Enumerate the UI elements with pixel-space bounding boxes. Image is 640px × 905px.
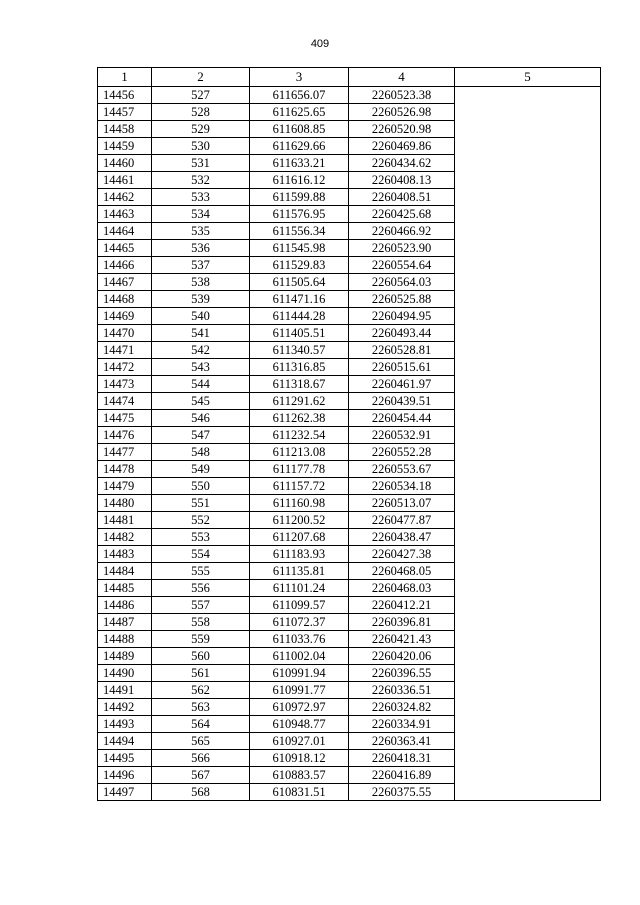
table-cell: 543 <box>152 359 250 376</box>
table-cell: 611002.04 <box>250 648 349 665</box>
table-cell: 542 <box>152 342 250 359</box>
table-cell: 14495 <box>98 750 152 767</box>
table-cell: 610883.57 <box>250 767 349 784</box>
table-cell: 552 <box>152 512 250 529</box>
table-cell: 533 <box>152 189 250 206</box>
table-cell: 14460 <box>98 155 152 172</box>
table-cell: 557 <box>152 597 250 614</box>
table-cell: 610831.51 <box>250 784 349 801</box>
table-cell: 2260466.92 <box>349 223 455 240</box>
table-cell: 14479 <box>98 478 152 495</box>
table-cell: 2260420.06 <box>349 648 455 665</box>
table-cell: 14483 <box>98 546 152 563</box>
table-cell: 14478 <box>98 461 152 478</box>
table-cell: 2260553.67 <box>349 461 455 478</box>
table-cell: 611405.51 <box>250 325 349 342</box>
table-cell: 547 <box>152 427 250 444</box>
table-cell: 611316.85 <box>250 359 349 376</box>
table-row <box>98 87 601 104</box>
table-cell: 611529.83 <box>250 257 349 274</box>
table-cell: 531 <box>152 155 250 172</box>
table-cell: 2260408.51 <box>349 189 455 206</box>
table-cell: 2260552.28 <box>349 444 455 461</box>
table-cell: 611318.67 <box>250 376 349 393</box>
table-cell: 2260363.41 <box>349 733 455 750</box>
table-cell: 2260468.03 <box>349 580 455 597</box>
table-cell: 611135.81 <box>250 563 349 580</box>
table-cell: 566 <box>152 750 250 767</box>
table-cell: 2260408.13 <box>349 172 455 189</box>
table-cell: 545 <box>152 393 250 410</box>
table-cell: 2260523.38 <box>349 87 455 104</box>
table-cell: 2260412.21 <box>349 597 455 614</box>
table-cell: 2260469.86 <box>349 138 455 155</box>
table-cell: 14457 <box>98 104 152 121</box>
table-cell: 14467 <box>98 274 152 291</box>
table-cell: 2260454.44 <box>349 410 455 427</box>
table-cell: 555 <box>152 563 250 580</box>
table-cell: 611183.93 <box>250 546 349 563</box>
table-cell: 14485 <box>98 580 152 597</box>
table-cell: 527 <box>152 87 250 104</box>
table-cell: 14494 <box>98 733 152 750</box>
table-cell: 2260515.61 <box>349 359 455 376</box>
table-cell: 561 <box>152 665 250 682</box>
table-cell: 14491 <box>98 682 152 699</box>
table-cell: 2260416.89 <box>349 767 455 784</box>
table-cell: 2260468.05 <box>349 563 455 580</box>
table-cell: 14461 <box>98 172 152 189</box>
table-cell: 2260554.64 <box>349 257 455 274</box>
table-cell: 2260396.81 <box>349 614 455 631</box>
table-cell: 14480 <box>98 495 152 512</box>
table-cell: 2260513.07 <box>349 495 455 512</box>
table-cell: 14470 <box>98 325 152 342</box>
table-cell: 14496 <box>98 767 152 784</box>
table-cell: 611232.54 <box>250 427 349 444</box>
table-cell: 14468 <box>98 291 152 308</box>
table-cell: 2260534.18 <box>349 478 455 495</box>
table-cell: 14492 <box>98 699 152 716</box>
table-cell: 2260418.31 <box>349 750 455 767</box>
table-cell: 2260375.55 <box>349 784 455 801</box>
table-cell: 611656.07 <box>250 87 349 104</box>
table-cell: 610991.94 <box>250 665 349 682</box>
table-cell: 611576.95 <box>250 206 349 223</box>
coordinates-table <box>97 67 601 801</box>
table-cell: 14481 <box>98 512 152 529</box>
table-cell: 2260461.97 <box>349 376 455 393</box>
table-cell: 556 <box>152 580 250 597</box>
table-cell: 611262.38 <box>250 410 349 427</box>
table-cell: 14490 <box>98 665 152 682</box>
table-cell: 611200.52 <box>250 512 349 529</box>
table-cell: 611505.64 <box>250 274 349 291</box>
table-cell: 14486 <box>98 597 152 614</box>
table-cell: 553 <box>152 529 250 546</box>
table-cell: 14471 <box>98 342 152 359</box>
table-cell: 611291.62 <box>250 393 349 410</box>
table-cell: 610991.77 <box>250 682 349 699</box>
table-cell: 544 <box>152 376 250 393</box>
table-cell: 611471.16 <box>250 291 349 308</box>
table-cell: 14493 <box>98 716 152 733</box>
table-cell: 14484 <box>98 563 152 580</box>
table-cell: 611160.98 <box>250 495 349 512</box>
table-cell: 14473 <box>98 376 152 393</box>
table-cell: 14462 <box>98 189 152 206</box>
table-cell-empty <box>455 87 601 801</box>
table-cell: 14474 <box>98 393 152 410</box>
table-cell: 14488 <box>98 631 152 648</box>
table-cell: 534 <box>152 206 250 223</box>
table-cell: 14456 <box>98 87 152 104</box>
table-cell: 2260334.91 <box>349 716 455 733</box>
table-cell: 611101.24 <box>250 580 349 597</box>
table-cell: 611608.85 <box>250 121 349 138</box>
table-cell: 537 <box>152 257 250 274</box>
table-cell: 14464 <box>98 223 152 240</box>
table-cell: 14475 <box>98 410 152 427</box>
table-cell: 559 <box>152 631 250 648</box>
column-header: 2 <box>152 68 250 87</box>
table-cell: 2260434.62 <box>349 155 455 172</box>
table-cell: 610927.01 <box>250 733 349 750</box>
table-cell: 2260493.44 <box>349 325 455 342</box>
table-cell: 14489 <box>98 648 152 665</box>
table-cell: 2260528.81 <box>349 342 455 359</box>
table-cell: 611599.88 <box>250 189 349 206</box>
table-cell: 554 <box>152 546 250 563</box>
table-cell: 2260427.38 <box>349 546 455 563</box>
table-cell: 610948.77 <box>250 716 349 733</box>
table-cell: 14465 <box>98 240 152 257</box>
table-cell: 14458 <box>98 121 152 138</box>
table-cell: 2260425.68 <box>349 206 455 223</box>
table-cell: 532 <box>152 172 250 189</box>
table-cell: 535 <box>152 223 250 240</box>
table-cell: 611633.21 <box>250 155 349 172</box>
table-cell: 611207.68 <box>250 529 349 546</box>
table-cell: 14476 <box>98 427 152 444</box>
table-cell: 2260525.88 <box>349 291 455 308</box>
table-cell: 563 <box>152 699 250 716</box>
table-cell: 2260477.87 <box>349 512 455 529</box>
table-cell: 562 <box>152 682 250 699</box>
table-cell: 611616.12 <box>250 172 349 189</box>
table-cell: 546 <box>152 410 250 427</box>
table-cell: 14463 <box>98 206 152 223</box>
table-cell: 549 <box>152 461 250 478</box>
table-cell: 611556.34 <box>250 223 349 240</box>
table-cell: 2260336.51 <box>349 682 455 699</box>
table-cell: 14482 <box>98 529 152 546</box>
table-cell: 14466 <box>98 257 152 274</box>
table-cell: 611033.76 <box>250 631 349 648</box>
table-cell: 2260523.90 <box>349 240 455 257</box>
table-cell: 611177.78 <box>250 461 349 478</box>
table-cell: 568 <box>152 784 250 801</box>
table-cell: 558 <box>152 614 250 631</box>
table-cell: 14469 <box>98 308 152 325</box>
table-cell: 536 <box>152 240 250 257</box>
table-cell: 564 <box>152 716 250 733</box>
table-cell: 611444.28 <box>250 308 349 325</box>
table-cell: 567 <box>152 767 250 784</box>
table-cell: 528 <box>152 104 250 121</box>
table-cell: 610918.12 <box>250 750 349 767</box>
table-cell: 611072.37 <box>250 614 349 631</box>
table-cell: 530 <box>152 138 250 155</box>
table-cell: 538 <box>152 274 250 291</box>
table-cell: 2260564.03 <box>349 274 455 291</box>
table-cell: 541 <box>152 325 250 342</box>
table-cell: 539 <box>152 291 250 308</box>
table-cell: 611340.57 <box>250 342 349 359</box>
table-cell: 565 <box>152 733 250 750</box>
table-cell: 2260421.43 <box>349 631 455 648</box>
table-cell: 611545.98 <box>250 240 349 257</box>
table-cell: 548 <box>152 444 250 461</box>
table-cell: 611629.66 <box>250 138 349 155</box>
table-cell: 2260532.91 <box>349 427 455 444</box>
table-cell: 14487 <box>98 614 152 631</box>
column-header: 1 <box>98 68 152 87</box>
table-cell: 2260324.82 <box>349 699 455 716</box>
table-cell: 611157.72 <box>250 478 349 495</box>
table-cell: 2260396.55 <box>349 665 455 682</box>
table-cell: 529 <box>152 121 250 138</box>
page-number: 409 <box>310 38 330 50</box>
table-cell: 611213.08 <box>250 444 349 461</box>
table-cell: 2260526.98 <box>349 104 455 121</box>
table-cell: 611099.57 <box>250 597 349 614</box>
table-cell: 14477 <box>98 444 152 461</box>
table-body <box>98 87 601 801</box>
table-cell: 14472 <box>98 359 152 376</box>
table-cell: 551 <box>152 495 250 512</box>
column-header: 4 <box>349 68 455 87</box>
table-cell: 2260438.47 <box>349 529 455 546</box>
table-cell: 550 <box>152 478 250 495</box>
table-cell: 611625.65 <box>250 104 349 121</box>
table-cell: 610972.97 <box>250 699 349 716</box>
table-cell: 2260439.51 <box>349 393 455 410</box>
table-cell: 14497 <box>98 784 152 801</box>
table-cell: 540 <box>152 308 250 325</box>
column-header: 5 <box>455 68 601 87</box>
table-cell: 2260520.98 <box>349 121 455 138</box>
table-cell: 560 <box>152 648 250 665</box>
table-cell: 14459 <box>98 138 152 155</box>
table-cell: 2260494.95 <box>349 308 455 325</box>
column-header: 3 <box>250 68 349 87</box>
table-header-row <box>98 68 601 87</box>
